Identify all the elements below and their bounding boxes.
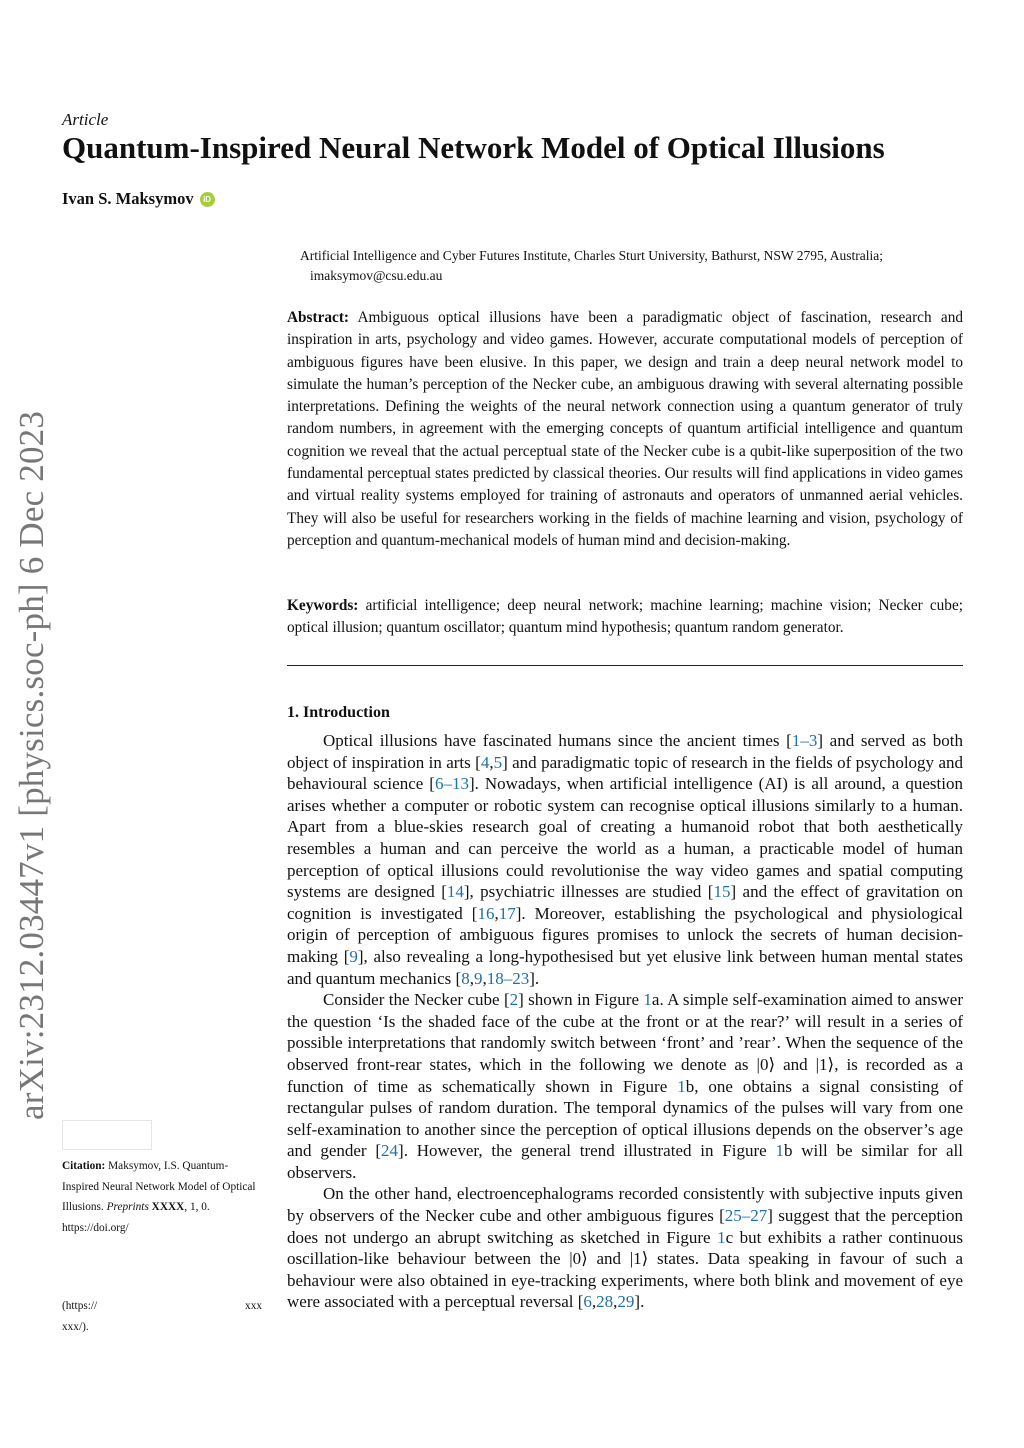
arxiv-watermark: arXiv:2312.03447v1 [physics.soc-ph] 6 Dec 2023 [12, 410, 51, 1120]
citation-link[interactable]: 28 [596, 1292, 614, 1312]
citation-block [62, 1156, 262, 1238]
author-name: Ivan S. Maksymov [62, 189, 194, 208]
citation-journal: Preprints [106, 1201, 149, 1213]
author-line [62, 189, 215, 209]
citation-link[interactable]: 9 [473, 968, 483, 988]
citation-issue: , 1, 0. [184, 1201, 210, 1213]
keywords-text: artificial intelligence; deep neural network; machine learning; machine vision; Necker cube; optical illusion; quantum oscillator; quantum mind hypothesis; quantum random generator. [287, 597, 963, 637]
license-link-end: xxx/). [62, 1320, 89, 1333]
keywords-label: Keywords: [287, 597, 359, 614]
section-divider [287, 665, 963, 666]
citation-link[interactable]: 17 [498, 903, 516, 923]
citation-link[interactable]: 25–27 [724, 1206, 768, 1226]
citation-label: Citation: [62, 1160, 106, 1172]
figure-link[interactable]: 1 [643, 990, 652, 1010]
citation-link[interactable]: 5 [493, 752, 503, 772]
abstract-text: Ambiguous optical illusions have been a paradigmatic object of fascination, research and inspiration in arts, psychology and video games. However, accurate computational models of perception of ambiguous figures have been elusive. In this paper, we design and train a deep neural network model to simulate the human’s perception of the Necker cube, an ambiguous drawing with several alternating possible interpretations. Defining the weights of the neural network connection using a quantum generator of truly random numbers, in agreement with the emerging concepts of quantum artificial intelligence and quantum cognition we reveal that the actual perceptual state of the Necker cube is a qubit-like superposition of the two fundamental perceptual states predicted by classical theories. Our results will find applications in video games and virtual reality systems employed for training of astronauts and operators of unmanned aerial vehicles. They will also be useful for researchers working in the fields of machine learning and vision, psychology of perception and quantum-mechanical models of human mind and decision-making. [287, 309, 963, 549]
citation-link[interactable]: 9 [349, 946, 358, 966]
citation-link[interactable]: 8 [461, 968, 470, 988]
figure-link[interactable]: 1 [775, 1141, 784, 1161]
citation-link[interactable]: 6 [583, 1292, 592, 1312]
citation-link[interactable]: 16 [477, 903, 495, 923]
citation-volume: XXXX [151, 1201, 185, 1213]
section-heading: 1. Introduction [287, 704, 390, 721]
citation-link[interactable]: 2 [509, 990, 519, 1010]
figure-link[interactable]: 1 [677, 1076, 686, 1096]
citation-link[interactable]: 1–3 [791, 731, 818, 750]
abstract-label: Abstract: [287, 309, 350, 326]
paper-title: Quantum-Inspired Neural Network Model of Optical Illusions [62, 130, 885, 165]
updates-badge[interactable] [62, 1120, 152, 1150]
abstract [287, 307, 963, 552]
orcid-icon[interactable]: iD [200, 192, 215, 207]
citation-doi[interactable]: https://doi.org/ [62, 1221, 129, 1234]
article-type: Article [62, 110, 109, 129]
citation-link[interactable]: 29 [617, 1292, 635, 1312]
citation-link[interactable]: 14 [446, 882, 464, 902]
license-block [62, 1296, 262, 1337]
keywords [287, 595, 963, 640]
citation-link[interactable]: 6–13 [434, 774, 469, 794]
introduction-body [287, 730, 963, 1313]
citation-link[interactable]: 15 [713, 882, 731, 902]
figure-link[interactable]: 1 [717, 1227, 726, 1247]
citation-link[interactable]: 24 [381, 1141, 399, 1161]
intro-paragraph-2: Consider the Necker cube [2] shown in Figure 1a. A simple self-examination aimed to answer the question ‘Is the shaded face of the cube at the front or at the rear?’ will result in a series of possible interpretations that randomly switch between ‘front’ and ’rear’. When the sequence of the observed front-rear states, which in the following we denote as |0⟩ and |1⟩, is recorded as a function of time as schematically shown in Figure 1b, one obtains a signal consisting of rectangular pulses of random duration. The temporal dynamics of the pulses will vary from one self-examination to another since the perception of optical illusions depends on the observer’s age and gender [24]. However, the general trend illustrated in Figure 1b will be similar for all observers. [287, 990, 964, 1182]
citation-link[interactable]: 4 [480, 752, 490, 772]
license-link-start[interactable]: (https:// [62, 1300, 98, 1312]
citation-link[interactable]: 18–23 [486, 968, 530, 988]
affiliation-text: Artificial Intelligence and Cyber Futures Institute, Charles Sturt University, Bathurst, NSW 2795, Australia; [300, 248, 884, 263]
intro-paragraph-3: On the other hand, electroencephalograms recorded consistently with subjective inputs given by observers of the Necker cube and other ambiguous figures [25–27] suggest that the perception does not undergo an abrupt switching as sketched in Figure 1c but exhibits a rather continuous oscillation-like behaviour between the |0⟩ and |1⟩ states. Data speaking in favour of such a behaviour were also obtained in eye-tracking experiments, where both blink and movement of eye were associated with a perceptual reversal [6,28,29]. [287, 1184, 963, 1312]
citation-text: Maksymov, I.S. Quantum-Inspired Neural Network Model of Optical Illusions. [62, 1160, 256, 1213]
intro-paragraph-1: Optical illusions have fascinated humans since the ancient times [1–3] and served as both object of inspiration in arts [4,5] and paradigmatic topic of research in the fields of psychology and behavioural science [6–13]. Nowadays, when artificial intelligence (AI) is all around, a question arises whether a computer or robotic system can recognise optical illusions similarly to a human. Apart from a blue-skies research goal of creating a humanoid robot that both aesthetically resembles a human and can perceive the world as a human, a practicable model of human perception of optical illusions could revolutionise the way video games and spatial computing systems are designed [14], psychiatric illnesses are studied [15] and the effect of gravitation on cognition is investigated [16,17]. Moreover, establishing the psychological and physiological origin of perception of ambiguous figures promises to unlock the secrets of human decision-making [9], also revealing a long-hypothesised but yet elusive link between human mental states and quantum mechanics [8,9,18–23]. [287, 731, 964, 988]
affiliation [300, 246, 960, 286]
license-link-xxx: xxx [245, 1300, 262, 1312]
author-email[interactable]: imaksymov@csu.edu.au [310, 268, 443, 283]
